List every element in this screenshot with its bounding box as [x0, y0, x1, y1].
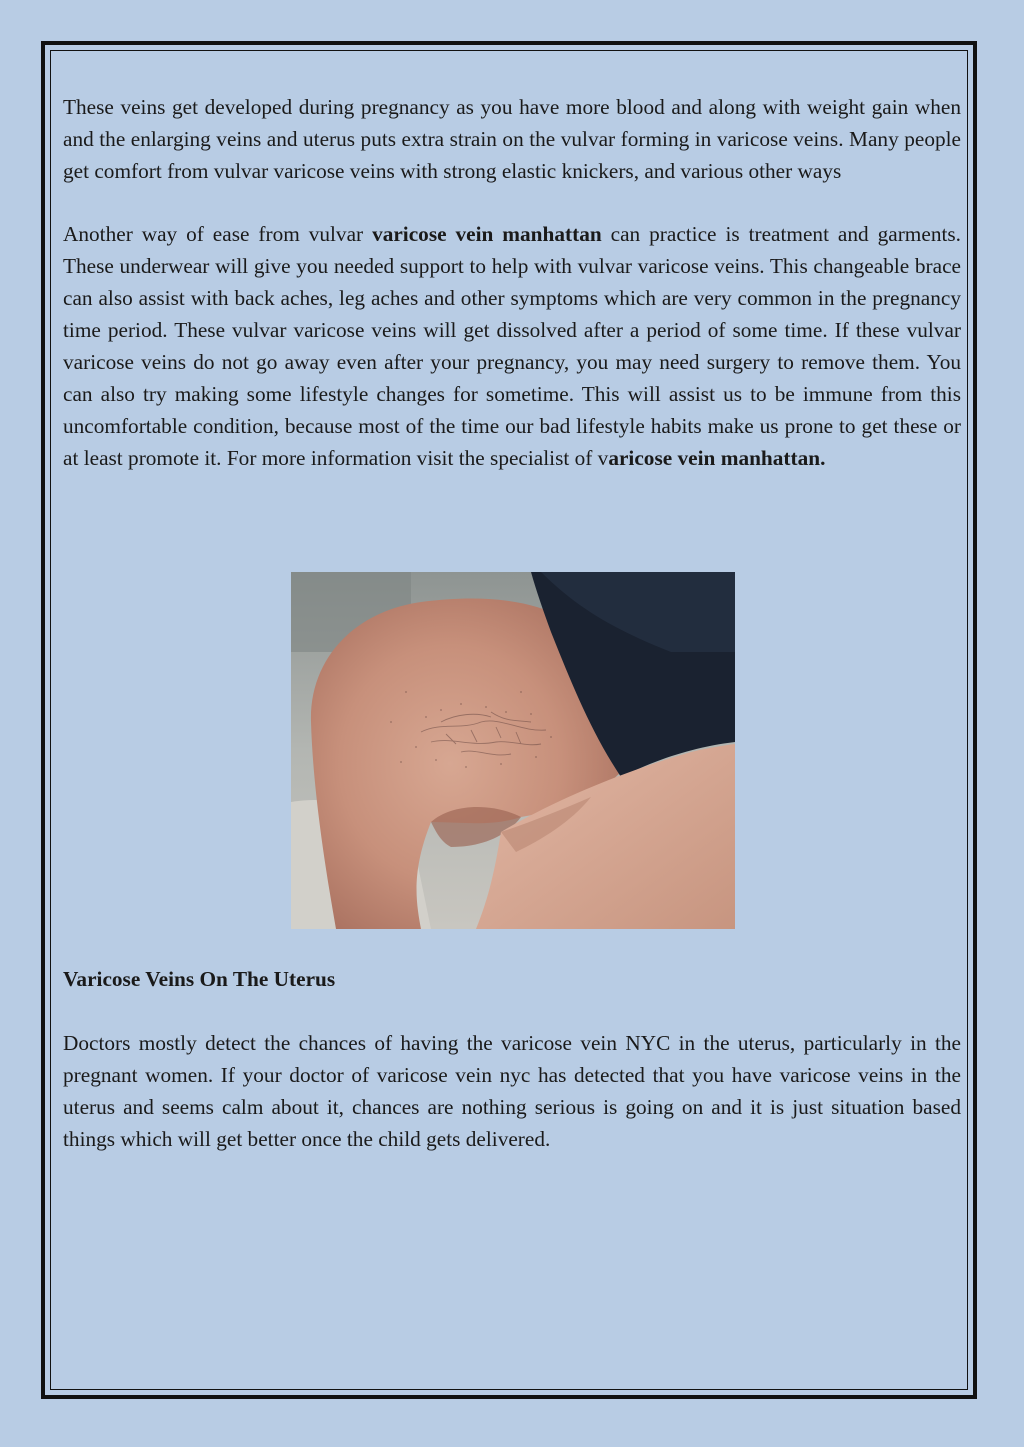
thigh-photo: [291, 572, 735, 929]
paragraph-treatment-intro: Another way of ease from vulvar: [63, 222, 373, 246]
paragraph-uterus: Doctors mostly detect the chances of having the varicose vein NYC in the uterus, particularly in the pregnant women. If your doctor of varicose vein nyc has detected that you have varicose veins in the uterus and seems calm about it, chances are nothing serious is going on and it is just situation based things which will get better once the child gets delivered.: [63, 1031, 961, 1151]
varicose-vein-manhattan-link-2[interactable]: aricose vein manhattan.: [608, 446, 826, 470]
paragraph-pregnancy-veins: These veins get developed during pregnancy as you have more blood and along with weight gain when and the enlarging veins and uterus puts extra strain on the vulvar forming in varicose veins. Many people get comfort from vulvar varicose veins with strong elastic knickers, and various other ways: [63, 95, 961, 183]
paragraph-treatment: [63, 218, 961, 474]
document-body: [63, 91, 961, 474]
paragraph-treatment-body: can practice is treatment and garments. These underwear will give you needed support to help with vulvar varicose veins. This changeable brace can also assist with back aches, leg aches and other symptoms which are very common in the pregnancy time period. These vulvar varicose veins will get dissolved after a period of some time. If these vulvar varicose veins do not go away even after your pregnancy, you may need surgery to remove them. You can also try making some lifestyle changes for sometime. This will assist us to be immune from this uncomfortable condition, because most of the time our bad lifestyle habits make us prone to get these or at least promote it. For more information visit the specialist of v: [63, 222, 961, 470]
section-heading-uterus: Varicose Veins On The Uterus: [63, 967, 336, 991]
varicose-vein-manhattan-link[interactable]: varicose vein manhattan: [372, 222, 602, 246]
